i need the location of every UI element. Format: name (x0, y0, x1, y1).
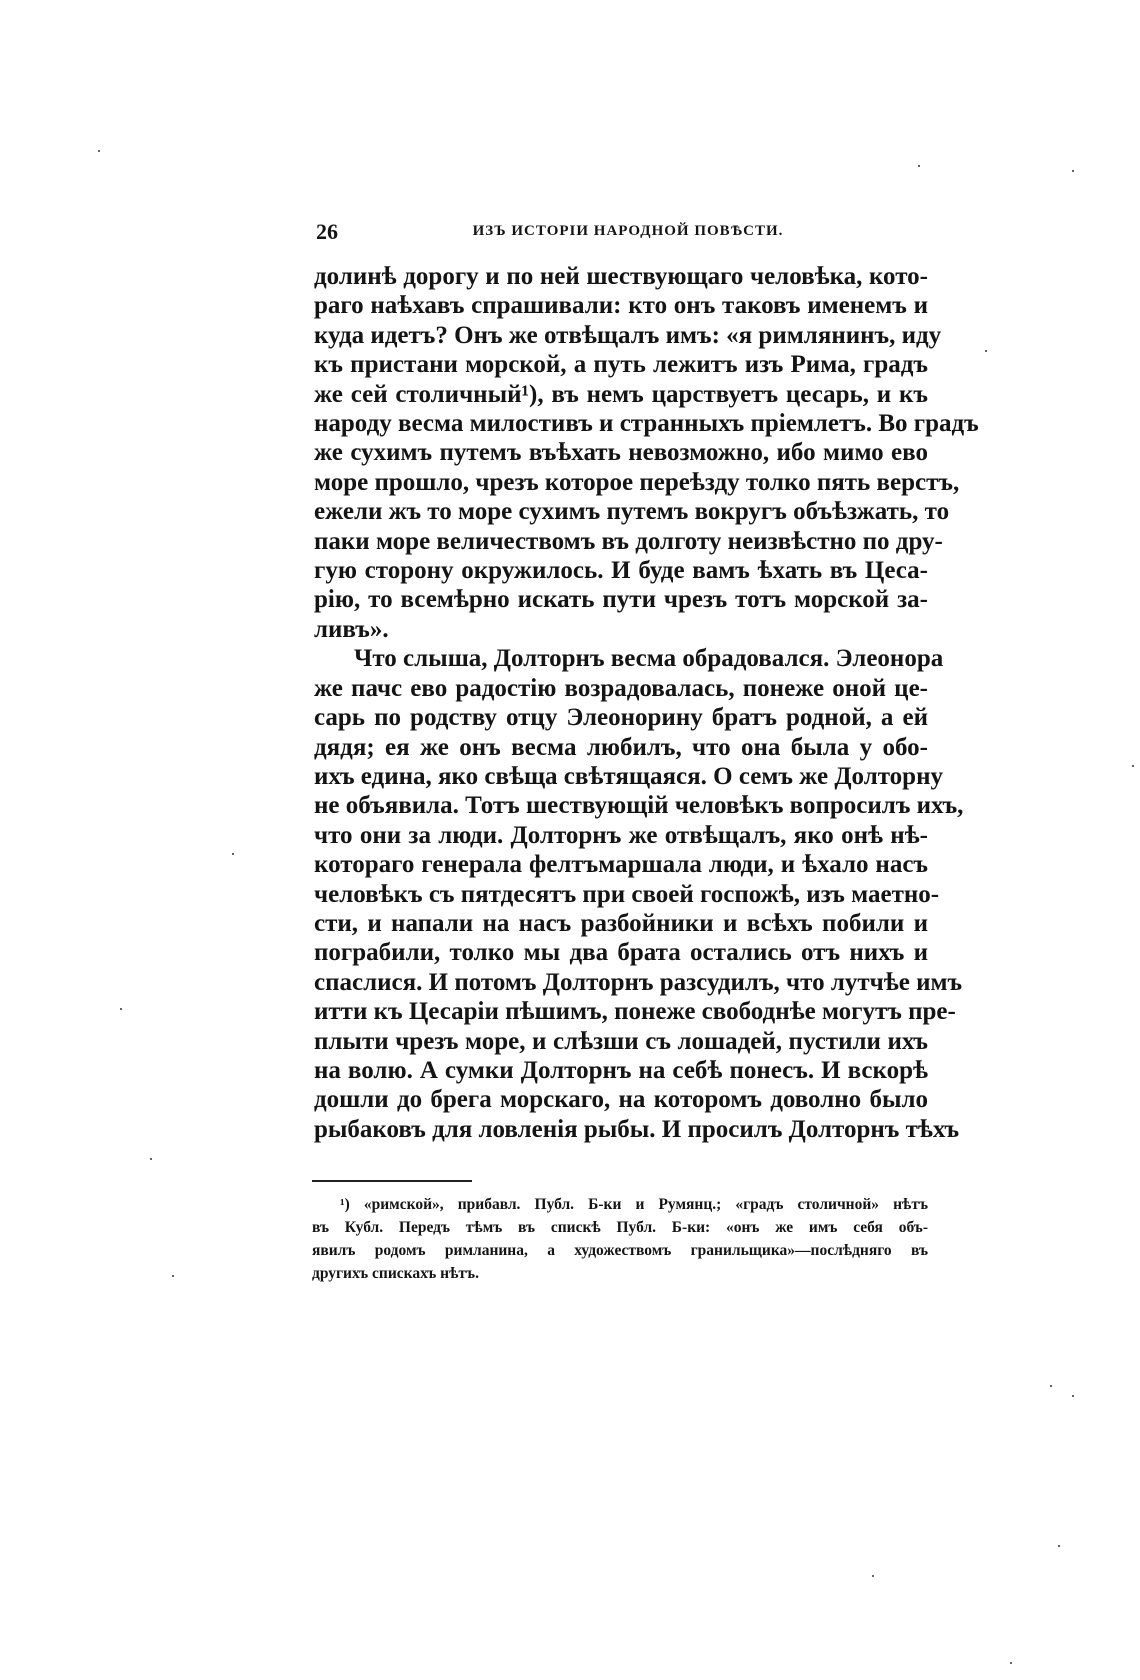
text-line: же сей столичный¹), въ немъ царствуетъ цесарь, и къ (314, 380, 928, 408)
text-line: что они за люди. Долторнъ же отвѣщалъ, яко онѣ нѣ- (314, 821, 928, 849)
text-line: ливъ». (314, 615, 389, 643)
text-line: къ пристани морской, а путь лежитъ изъ Рима, градъ (314, 351, 928, 379)
text-line: сти, и напали на насъ разбойники и всѣхъ побили и (314, 909, 928, 937)
text-line: народу весма милостивъ и странныхъ пріемлетъ. Во градъ (314, 410, 979, 438)
scan-speck (1132, 765, 1134, 767)
main-text (314, 262, 979, 1144)
text-line: котораго генерала фелтъмаршала люди, и ѣхало насъ (314, 851, 928, 879)
text-line: рыбаковъ для ловленія рыбы. И просилъ Долторнъ тѣхъ (314, 1115, 960, 1143)
text-line: гую сторону окружилось. И буде вамъ ѣхать въ Цеса- (314, 557, 928, 585)
page-header (316, 219, 940, 247)
scan-speck (918, 165, 920, 167)
text-line: плыти чрезъ море, и слѣзши съ лошадей, пустили ихъ (314, 1027, 928, 1055)
scan-speck (1050, 1385, 1052, 1387)
scan-speck (1058, 1545, 1060, 1547)
scan-speck (150, 1158, 152, 1160)
scan-speck (172, 1275, 174, 1277)
text-line: сарь по родству отцу Элеонорину братъ родной, а ей (314, 704, 928, 732)
scan-speck (872, 1575, 874, 1577)
text-line: итти къ Цесаріи пѣшимъ, понеже свободнѣе могутъ пре- (314, 998, 956, 1026)
scan-speck (120, 1008, 122, 1010)
text-line: на волю. А сумки Долторнъ на себѣ понесъ. И вскорѣ (314, 1056, 928, 1084)
text-line: пограбили, толко мы два брата остались отъ нихъ и (314, 939, 928, 967)
footnote-line: другихъ спискахъ нѣтъ. (312, 1265, 479, 1282)
text-line: же сухимъ путемъ въѣхать невозможно, ибо мимо ево (314, 439, 928, 467)
running-head: ИЗЪ ИСТОРІИ НАРОДНОЙ ПОВѢСТИ. (472, 223, 784, 239)
text-line: паки море величествомъ въ долготу неизвѣстно по дру- (314, 527, 943, 555)
text-line: ежели жъ то море сухимъ путемъ вокругъ объѣзжать, то (314, 498, 950, 526)
scan-speck (1072, 170, 1074, 172)
text-line: рію, то всемѣрно искать пути чрезъ тотъ морской за- (314, 586, 928, 614)
text-line: спаслися. И потомъ Долторнъ разсудилъ, что лутчѣе имъ (314, 968, 963, 996)
text-line: долинѣ дорогу и по ней шествующаго человѣка, кото- (314, 263, 928, 290)
text-line: море прошло, чрезъ которое переѣзду толко пять верстъ, (314, 468, 960, 496)
text-line: ихъ едина, яко свѣща свѣтящаяся. О семъ же Долторну (314, 762, 943, 790)
footnotes (312, 1193, 928, 1285)
footnote-line: ¹) «римской», прибавл. Публ. Б-ки и Румянц.; «градъ столичной» нѣтъ (340, 1196, 928, 1213)
text-line: куда идетъ? Онъ же отвѣщалъ имъ: «я римлянинъ, иду (314, 321, 942, 349)
text-line: дошли до брега морскаго, на которомъ доволно было (314, 1086, 928, 1114)
text-line: Что слыша, Долторнъ весма обрадовался. Элеонора (354, 645, 944, 673)
text-line: раго наѣхавъ спрашивали: кто онъ таковъ именемъ и (314, 292, 928, 320)
text-line: дядя; ея же онъ весма любилъ, что она была у обо- (314, 733, 928, 761)
footnote-divider (312, 1180, 472, 1182)
text-line: человѣкъ съ пятдесятъ при своей госпожѣ, изъ маетно- (314, 880, 940, 908)
page-number: 26 (316, 219, 338, 244)
footnote-line: въ Кубл. Передъ тѣмъ въ спискѣ Публ. Б-ки: «онъ же имъ себя объ- (312, 1219, 928, 1236)
scan-speck (985, 350, 987, 352)
scan-speck (1010, 1662, 1012, 1664)
footnote-line: явилъ родомъ римланина, а художествомъ гранильщика»—послѣдняго въ (312, 1242, 928, 1259)
text-line: же пачс ево радостію возрадовалась, понеже оной це- (314, 674, 928, 702)
scan-speck (98, 150, 100, 152)
text-line: не объявила. Тотъ шествующій человѣкъ вопросилъ ихъ, (314, 792, 964, 820)
scan-speck (232, 853, 234, 855)
scan-speck (1072, 1395, 1074, 1397)
